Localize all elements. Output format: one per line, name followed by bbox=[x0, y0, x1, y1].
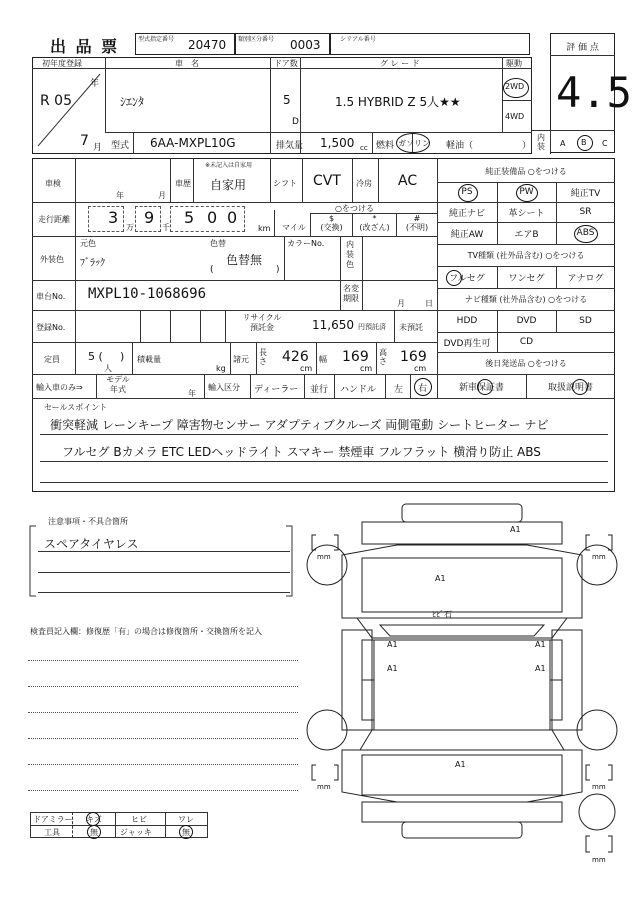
rating-label: 評 価 点 bbox=[566, 43, 599, 53]
fuel-value: ガソリン bbox=[398, 139, 430, 148]
cap-div-3 bbox=[256, 342, 257, 374]
first-reg-year-unit: 年 bbox=[90, 79, 100, 89]
history-value: 自家用 bbox=[210, 178, 247, 192]
rating-divider bbox=[550, 55, 615, 56]
mileage-unknown: # (不明) bbox=[405, 214, 429, 232]
interior-a: A bbox=[560, 139, 566, 148]
car-name-label: 車 名 bbox=[175, 59, 199, 68]
doc-warranty-circle bbox=[477, 379, 493, 395]
interior-label: 内装 bbox=[537, 133, 545, 151]
shift-value: CVT bbox=[313, 173, 341, 189]
grade-label: グ レ ー ド bbox=[380, 59, 420, 68]
notes-rule-3 bbox=[38, 592, 290, 593]
color-change-label: 色替 bbox=[210, 239, 226, 248]
equip-ps: PS bbox=[461, 187, 473, 197]
mirror-scratch: キズ bbox=[86, 815, 102, 824]
mm-label-2: mm bbox=[592, 553, 606, 561]
mark-left-door-front: A1 bbox=[387, 640, 398, 649]
mileage-d5: 0 bbox=[227, 208, 238, 227]
chassis-div-1 bbox=[340, 280, 341, 310]
model-code: 20470 bbox=[188, 38, 227, 52]
row1-div-d bbox=[502, 57, 503, 132]
sales-line-1: 衝突軽減 レーンキープ 障害物センサー アダプティブクルーズ 両側電動 シートヒーター ナビ bbox=[50, 418, 549, 432]
inspector-line-1 bbox=[28, 660, 298, 661]
recycle-value: 11,650 bbox=[312, 318, 354, 332]
color-orig-label: 元色 bbox=[80, 239, 96, 248]
sales-rule-2 bbox=[40, 461, 608, 462]
imp-div-3 bbox=[250, 374, 251, 398]
drive-divider bbox=[502, 100, 532, 101]
hline-4 bbox=[32, 310, 437, 311]
recycle-status: 円預託済 bbox=[358, 323, 386, 331]
imp-div-6 bbox=[385, 374, 386, 398]
hline-1 bbox=[32, 202, 437, 203]
nav-title: ナビ種類 (社外品含む) ○をつける bbox=[464, 295, 588, 304]
door-type: D bbox=[292, 117, 299, 127]
height-value: 169 bbox=[400, 349, 427, 365]
car-name: ｼｴﾝﾀ bbox=[120, 95, 145, 109]
imp-div-5 bbox=[334, 374, 335, 398]
inspection-month: 月 bbox=[158, 191, 166, 200]
sales-rule-1 bbox=[40, 434, 608, 435]
equip-sr: SR bbox=[579, 207, 592, 217]
insp-div-6 bbox=[378, 158, 379, 202]
recycle-not-paid: 未預託 bbox=[399, 323, 423, 332]
shift-label: シフト bbox=[273, 179, 297, 188]
chassis-month: 月 bbox=[397, 299, 405, 308]
nav-hdd: HDD bbox=[456, 316, 478, 326]
tv-fullseg-circle bbox=[446, 270, 462, 286]
class-code-label: 類別区分番号 bbox=[238, 36, 275, 43]
nav-dvd: DVD bbox=[516, 316, 537, 326]
imp-div-1 bbox=[96, 374, 97, 398]
row1-lower-line bbox=[105, 132, 532, 133]
car-damage-diagram bbox=[302, 500, 632, 880]
sales-rule-3 bbox=[40, 482, 608, 483]
insp-div-5 bbox=[352, 158, 353, 202]
grade: 1.5 HYBRID Z 5人★★ bbox=[335, 95, 461, 109]
mileage-label: 走行距離 bbox=[38, 215, 70, 224]
equip-pw: PW bbox=[519, 187, 534, 197]
eq-line-4 bbox=[437, 244, 615, 245]
tv-oneseg: ワンセグ bbox=[508, 273, 545, 284]
row1-div-c bbox=[300, 57, 301, 132]
width-cm: cm bbox=[360, 364, 373, 373]
mile-div bbox=[274, 210, 275, 236]
history-label: 車歴 bbox=[175, 179, 191, 188]
insp-div-1 bbox=[170, 158, 171, 202]
insp-div-3 bbox=[270, 158, 271, 202]
mm-label-1: mm bbox=[317, 553, 331, 561]
first-reg-month: 7 bbox=[80, 133, 89, 149]
reg-label: 登録No. bbox=[36, 323, 66, 332]
cap-div-4 bbox=[316, 342, 317, 374]
diesel-label: 軽油（ bbox=[446, 141, 474, 151]
nav-sd: SD bbox=[579, 316, 592, 326]
mileage-mile: マイル bbox=[282, 223, 306, 232]
equip-abs-circle bbox=[574, 225, 598, 243]
equip-airbag: エアB bbox=[514, 229, 539, 240]
chassis-value: MXPL10-1068696 bbox=[88, 286, 207, 302]
notes-label: 注意事項・不具合箇所 bbox=[48, 517, 128, 526]
chassis-label: 車台No. bbox=[36, 292, 66, 301]
interior-left bbox=[550, 130, 551, 154]
color-paren-close: ) bbox=[276, 265, 280, 275]
ac-value: AC bbox=[398, 173, 418, 189]
mirror-crack: ヒビ bbox=[131, 815, 147, 824]
inspector-label: 検査員記入欄：修復歴「有」の場合は修復箇所・交換箇所を記入 bbox=[30, 627, 262, 636]
chassis-div-2 bbox=[362, 280, 363, 310]
reg-div-5 bbox=[394, 310, 395, 342]
form-title: 出 品 票 bbox=[50, 37, 120, 56]
mirror-v3 bbox=[165, 812, 166, 838]
handle-label: ハンドル bbox=[340, 385, 377, 395]
interior-color-label: 内装色 bbox=[346, 240, 354, 269]
ac-label: 冷房 bbox=[356, 179, 372, 188]
row1-div-b bbox=[270, 57, 271, 154]
model-code-label: 型式指定番号 bbox=[138, 36, 175, 43]
width-label: 幅 bbox=[319, 355, 327, 364]
capacity-unit: 人 bbox=[104, 364, 112, 373]
equip-leather: 革シート bbox=[508, 208, 545, 219]
notes-line-1: スペアタイヤレス bbox=[44, 537, 139, 551]
mark-left-door-rear: A1 bbox=[387, 664, 398, 673]
color-orig-value: ﾌﾞﾗｯｸ bbox=[80, 258, 105, 269]
mileage-d3: 5 bbox=[184, 208, 195, 227]
serial-label: シリアル番号 bbox=[340, 36, 376, 43]
handle-right: 右 bbox=[418, 384, 428, 394]
chassis-day: 日 bbox=[425, 299, 433, 308]
sales-line-2: フルセグ Bカメラ ETC LEDヘッドライト スマキー 禁煙車 フルフラット 横滑り防止 ABS bbox=[62, 445, 541, 459]
notes-rule-1 bbox=[38, 551, 290, 552]
mileage-d4: 0 bbox=[207, 208, 218, 227]
inspector-line-3 bbox=[28, 712, 298, 713]
import-dealer: ディーラー bbox=[254, 385, 299, 395]
mark-bumper-front: A1 bbox=[510, 525, 521, 534]
first-reg-label: 初年度登録 bbox=[42, 59, 82, 68]
mileage-d1: 3 bbox=[108, 208, 119, 227]
interior-top bbox=[532, 130, 615, 131]
mileage-sen: 千 bbox=[162, 223, 170, 232]
mark-right-door-rear: A1 bbox=[535, 664, 546, 673]
drive-label: 駆動 bbox=[506, 59, 522, 68]
class-code: 0003 bbox=[290, 38, 321, 52]
color-div-2 bbox=[340, 236, 341, 280]
mark-rear: A1 bbox=[455, 760, 466, 769]
type-div-3 bbox=[372, 132, 373, 154]
notes-rule-2 bbox=[38, 572, 290, 573]
doc-manual-circle bbox=[572, 379, 588, 395]
mm-label-5: mm bbox=[592, 856, 606, 864]
name-change-label: 名変期限 bbox=[343, 284, 359, 303]
reg-div-2 bbox=[170, 310, 171, 342]
eq-line-6 bbox=[437, 288, 615, 289]
tv-fullseg: フルセグ bbox=[449, 273, 485, 284]
mark-right-door-front: A1 bbox=[535, 640, 546, 649]
handle-left: 左 bbox=[394, 385, 404, 395]
reg-div-3 bbox=[200, 310, 201, 342]
jack-circle bbox=[179, 825, 193, 839]
cap-div-2 bbox=[230, 342, 231, 374]
color-paren-open: ( bbox=[210, 265, 214, 275]
mm-label-3: mm bbox=[317, 783, 331, 791]
length-cm: cm bbox=[300, 364, 313, 373]
jack-label: ジャッキ bbox=[120, 828, 152, 837]
displacement-label: 排気量 bbox=[276, 141, 304, 151]
equip-aw: 純正AW bbox=[450, 229, 484, 240]
interior-b: B bbox=[581, 138, 587, 147]
length-value: 426 bbox=[282, 349, 309, 365]
import-class-label: 輸入区分 bbox=[208, 383, 240, 392]
imp-div-2 bbox=[204, 374, 205, 398]
hline-2 bbox=[32, 236, 437, 237]
color-div-1 bbox=[284, 236, 285, 280]
mileage-man: 万 bbox=[126, 223, 134, 232]
mirror-scratch-circle bbox=[86, 812, 100, 826]
docs-title: 後日発送品 ○をつける bbox=[485, 359, 567, 368]
capacity-label: 定員 bbox=[44, 355, 60, 364]
mark-hood: A1 bbox=[435, 574, 446, 583]
history-note: ※未記入は自家用 bbox=[205, 162, 253, 169]
mileage-circle-note: ○をつける bbox=[335, 204, 374, 213]
inspector-line-2 bbox=[28, 686, 298, 687]
tv-analog: アナログ bbox=[567, 273, 604, 284]
jack-value: 無 bbox=[182, 828, 190, 837]
diesel-close: ） bbox=[522, 141, 532, 151]
dvd-label: DVD再生可 bbox=[443, 338, 491, 349]
insp-div-2 bbox=[193, 158, 194, 202]
import-year: 年 bbox=[188, 389, 196, 398]
color-no-label: カラーNo. bbox=[287, 239, 325, 248]
mileage-d2: 9 bbox=[144, 208, 155, 227]
mileage-box-1 bbox=[88, 206, 124, 232]
height-label: 高さ bbox=[379, 348, 387, 366]
hline-7 bbox=[32, 398, 615, 399]
load-kg: kg bbox=[216, 364, 226, 373]
inspection-label: 車検 bbox=[45, 179, 61, 188]
rating-value: 4.5 bbox=[556, 68, 632, 117]
mirror-label: ドアミラー bbox=[33, 815, 73, 824]
displacement-unit: cc bbox=[360, 144, 368, 152]
equip-navi: 純正ナビ bbox=[448, 208, 485, 219]
cap-div-5 bbox=[376, 342, 377, 374]
cap-div-1 bbox=[132, 342, 133, 374]
capacity-close: ) bbox=[120, 350, 125, 363]
inspector-line-5 bbox=[28, 764, 298, 765]
insp-div-4 bbox=[302, 158, 303, 202]
reg-div-4 bbox=[225, 310, 226, 342]
doc-warranty: 新車保証書 bbox=[458, 382, 504, 393]
tools-value: 無 bbox=[90, 828, 98, 837]
tools-label: 工具 bbox=[44, 828, 60, 837]
equip-abs: ABS bbox=[576, 228, 595, 238]
sales-label: セールスポイント bbox=[44, 403, 108, 412]
mileage-swap: $ (交換) bbox=[320, 214, 343, 232]
import-parallel: 並行 bbox=[310, 385, 329, 395]
import-label: 輸入車のみ⇒ bbox=[36, 383, 83, 392]
mirror-break: ワレ bbox=[178, 815, 194, 824]
inspection-year: 年 bbox=[116, 191, 124, 200]
type-div-1 bbox=[133, 132, 134, 154]
type-label: 型式 bbox=[111, 141, 130, 151]
imp-div-4 bbox=[304, 374, 305, 398]
equip-tv: 純正TV bbox=[570, 188, 601, 199]
equip-pw-circle bbox=[516, 184, 538, 202]
color-div-3 bbox=[362, 236, 363, 280]
drive-4wd: 4WD bbox=[505, 112, 525, 121]
label-column-line bbox=[75, 158, 76, 374]
height-cm: cm bbox=[414, 364, 427, 373]
equipment-title: 純正装備品 ○をつける bbox=[485, 167, 567, 176]
capacity-value: 5 ( bbox=[88, 350, 103, 363]
mm-label-4: mm bbox=[592, 783, 606, 791]
fuel-label: 燃料 bbox=[376, 141, 395, 151]
equip-ps-circle bbox=[458, 184, 478, 202]
drive-2wd: 2WD bbox=[505, 82, 525, 91]
doors: 5 bbox=[283, 93, 291, 107]
tv-title: TV種類 (社外品含む) ○をつける bbox=[467, 251, 585, 260]
model-year-label: モデル 年式 bbox=[106, 375, 130, 394]
hline-3 bbox=[32, 280, 437, 281]
imp-div-7 bbox=[410, 374, 411, 398]
tools-circle bbox=[87, 825, 101, 839]
mileage-modified: * (改ざん) bbox=[359, 214, 390, 232]
doors-label: ドア数 bbox=[274, 59, 298, 68]
dims-label: 諸元 bbox=[233, 355, 249, 364]
mirror-v2 bbox=[115, 812, 116, 838]
inspector-line-6 bbox=[28, 790, 298, 791]
first-reg-era: R 05 bbox=[40, 93, 72, 109]
reg-div-1 bbox=[140, 310, 141, 342]
load-label: 積載量 bbox=[137, 355, 161, 364]
recycle-label: リサイクル 預託金 bbox=[242, 313, 282, 332]
row1-div-a bbox=[105, 57, 106, 132]
doc-manual: 取扱説明書 bbox=[547, 382, 593, 393]
type-value: 6AA-MXPL10G bbox=[150, 136, 236, 150]
notes-bracket bbox=[28, 520, 298, 600]
interior-c: C bbox=[602, 139, 608, 148]
cd-label: CD bbox=[519, 337, 534, 347]
first-reg-month-unit: 月 bbox=[93, 143, 103, 153]
color-change-value: 色替無 bbox=[226, 253, 263, 267]
displacement: 1,500 bbox=[320, 136, 355, 150]
eq-line-9 bbox=[437, 352, 615, 353]
mark-windshield: ﾋﾋﾞ石 bbox=[432, 610, 452, 619]
width-value: 169 bbox=[342, 349, 369, 365]
inspector-line-4 bbox=[28, 738, 298, 739]
mileage-km: km bbox=[258, 224, 271, 233]
length-label: 長さ bbox=[259, 348, 267, 366]
color-label: 外装色 bbox=[40, 255, 64, 264]
